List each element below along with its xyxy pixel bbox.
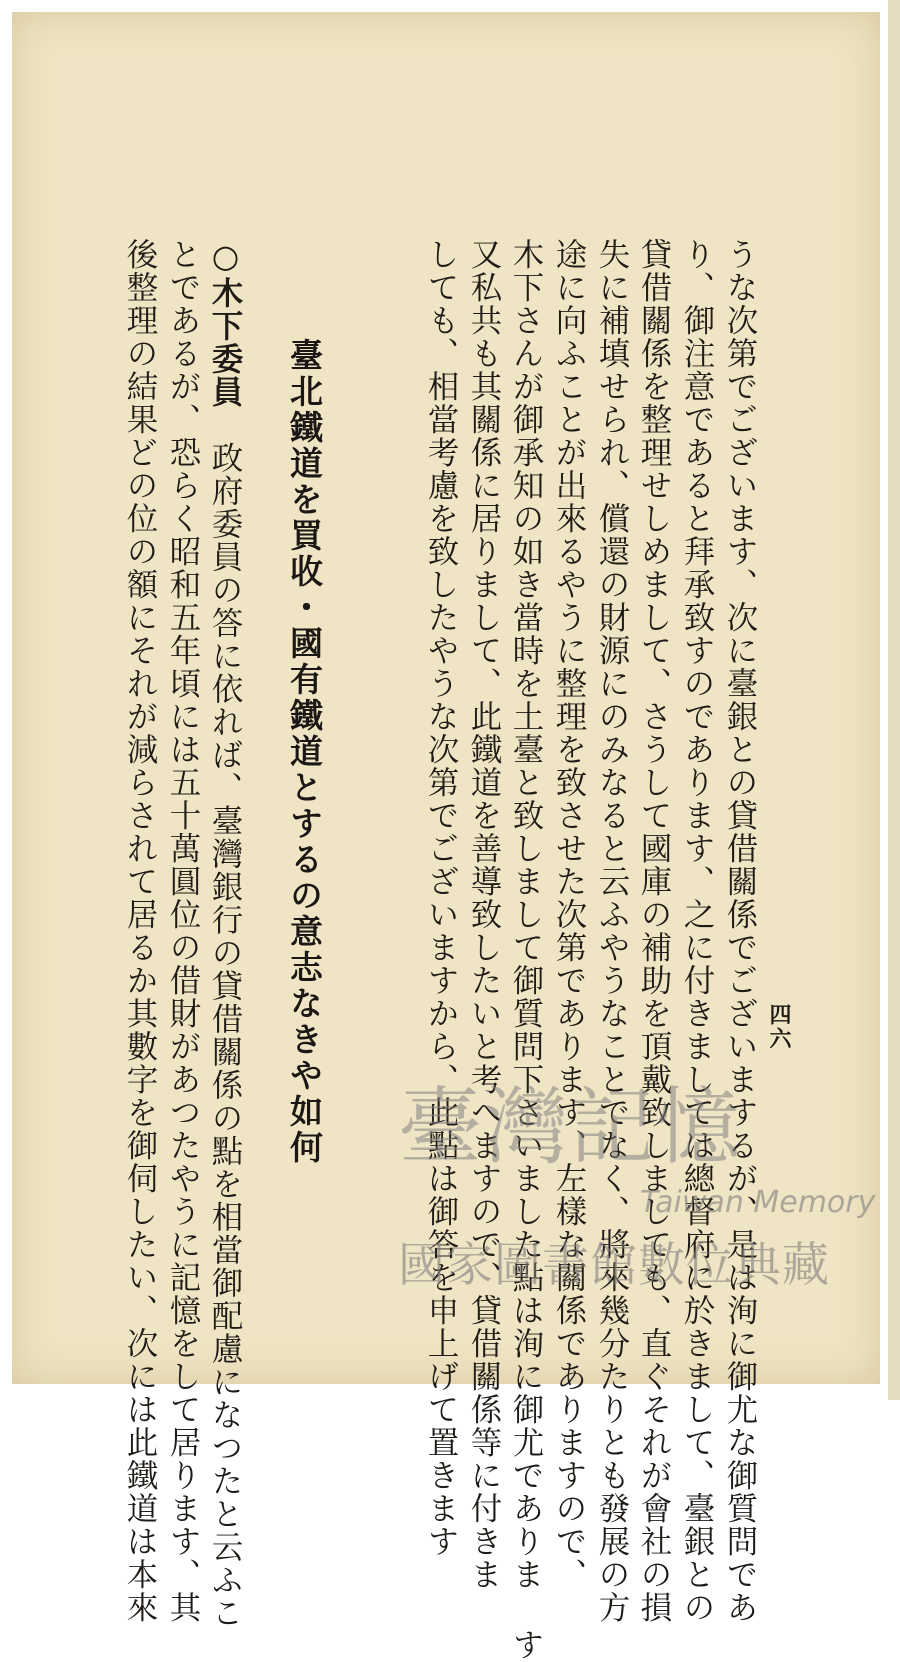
text-column-3: 貸借關係を整理せしめまして、さうして國庫の補助を頂戴致しましても、直ぐそれが會社の損 (636, 238, 672, 1624)
speech-column-3: 後整理の結果どの位の額にそれが減らされて居るか其數字を御伺したい、次には此鐵道は本來 (122, 238, 158, 1624)
speech-column-1 (205, 238, 245, 1630)
speaker-label: ○木下委員 (207, 238, 244, 409)
text-column-5: 途に向ふことが出來るやうに整理を致させた次第であります、左樣な關係でありますので、 (551, 238, 587, 1591)
text-column-1: うな次第でございます、次に臺銀との貸借關係でございまするが、是は洵に御尤な御質問であ (722, 238, 758, 1624)
page-number: 四六 (766, 1003, 792, 1051)
watermark-logo: 臺灣記憶 (398, 1078, 743, 1176)
text-column-2: り、御注意であると拜承致すのであります、之に付きましては總督府に於きまして、臺銀との (679, 238, 715, 1624)
speech-text-1: 政府委員の答に依れば、臺灣銀行の貸借關係の點を相當御配慮になつたと云ふこ (207, 441, 243, 1630)
text-column-7: 又私共も其關係に居りまして、此鐵道を善導致したいと考へますので、貸借關係等に付きま (466, 238, 502, 1591)
section-heading: 臺北鐵道を買收・國有鐵道とするの意志なきや如何 (285, 338, 324, 1166)
page-edge (888, 0, 900, 1400)
text-column-8: しても、相當考慮を致したやうな次第でございますから、此點は御答を申上げて置きます (423, 238, 459, 1558)
text-column-6: 木下さんが御承知の如き當時を土臺と致しまして御質問下さいました點は洵に御尤でありま す (508, 238, 544, 1662)
watermark-library: 國家圖書館數位典藏 (398, 1238, 830, 1293)
watermark-english: Taiwan Memory (640, 1185, 876, 1220)
speech-column-2: とであるが、恐らく昭和五年頃には五十萬圓位の借財があつたやうに記憶をして居ります、其 (165, 238, 201, 1624)
text-column-4: 失に補填せられ、償還の財源にのみなると云ふやうなことでなく、將來幾分たりとも發展の方 (594, 238, 630, 1624)
